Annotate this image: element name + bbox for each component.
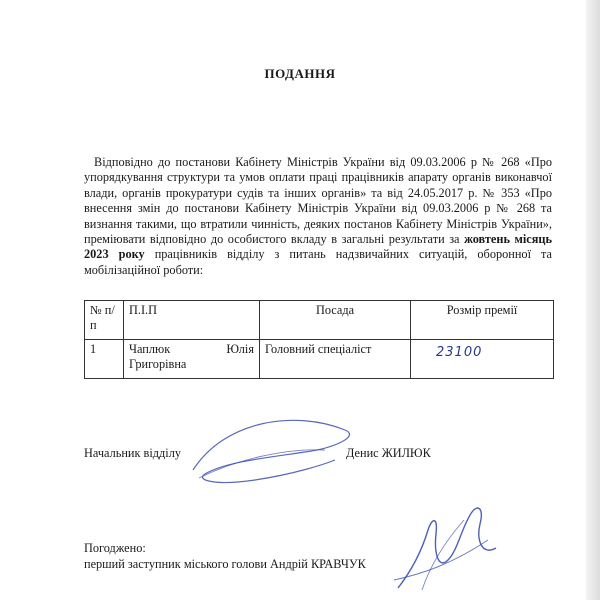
row-surname: Чаплюк xyxy=(129,342,171,356)
signature-name: Денис ЖИЛЮК xyxy=(346,446,431,460)
row-patronymic: Григорівна xyxy=(129,357,187,371)
page-edge-shadow xyxy=(586,0,600,600)
header-position: Посада xyxy=(260,301,411,340)
row-amount-cell xyxy=(411,340,554,379)
award-table xyxy=(84,300,554,379)
signature-scribble-head xyxy=(185,400,365,500)
row-first-name: Юлія xyxy=(226,342,254,356)
signature-title: Начальник відділу xyxy=(84,446,181,460)
header-amount: Розмір премії xyxy=(411,301,554,340)
body-text-part1: Відповідно до постанови Кабінету Міністрів України від 09.03.2006 р № 268 «Про упорядкування структури та умов оплати праці працівників апарату органів виконавчої влади, органів прокуратури судів та інших органів» та від 24.05.2017 р. № 353 «Про внесення змін до постанови Кабінету Міністрів України від 09.03.2006 р № 268 та визнання такими, що втратили чинність, деяких постанов Кабінету Міністрів України», преміювати відповідно до особистого вкладу в загальні результати за xyxy=(84,155,552,247)
award-period: жовтень місяць 2023 року xyxy=(84,232,552,262)
document-body xyxy=(84,155,552,278)
approval-label: Погоджено: xyxy=(84,541,146,555)
row-amount: 23100 xyxy=(436,345,483,360)
signature-scribble-deputy xyxy=(392,500,502,596)
header-name: П.І.П xyxy=(124,301,260,340)
header-number: № п/п xyxy=(85,301,124,340)
table-row xyxy=(85,340,554,379)
body-text-part2: працівників відділу з питань надзвичайних ситуацій, оборонної та мобілізаційної роботи: xyxy=(84,247,552,277)
approval-line: перший заступник міського голови Андрій КРАВЧУК xyxy=(84,557,366,571)
row-number: 1 xyxy=(85,340,124,379)
document-title: ПОДАННЯ xyxy=(264,66,336,81)
row-name xyxy=(124,340,260,379)
row-position: Головний спеціаліст xyxy=(260,340,411,379)
table-header-row xyxy=(85,301,554,340)
approval-block xyxy=(84,540,366,572)
